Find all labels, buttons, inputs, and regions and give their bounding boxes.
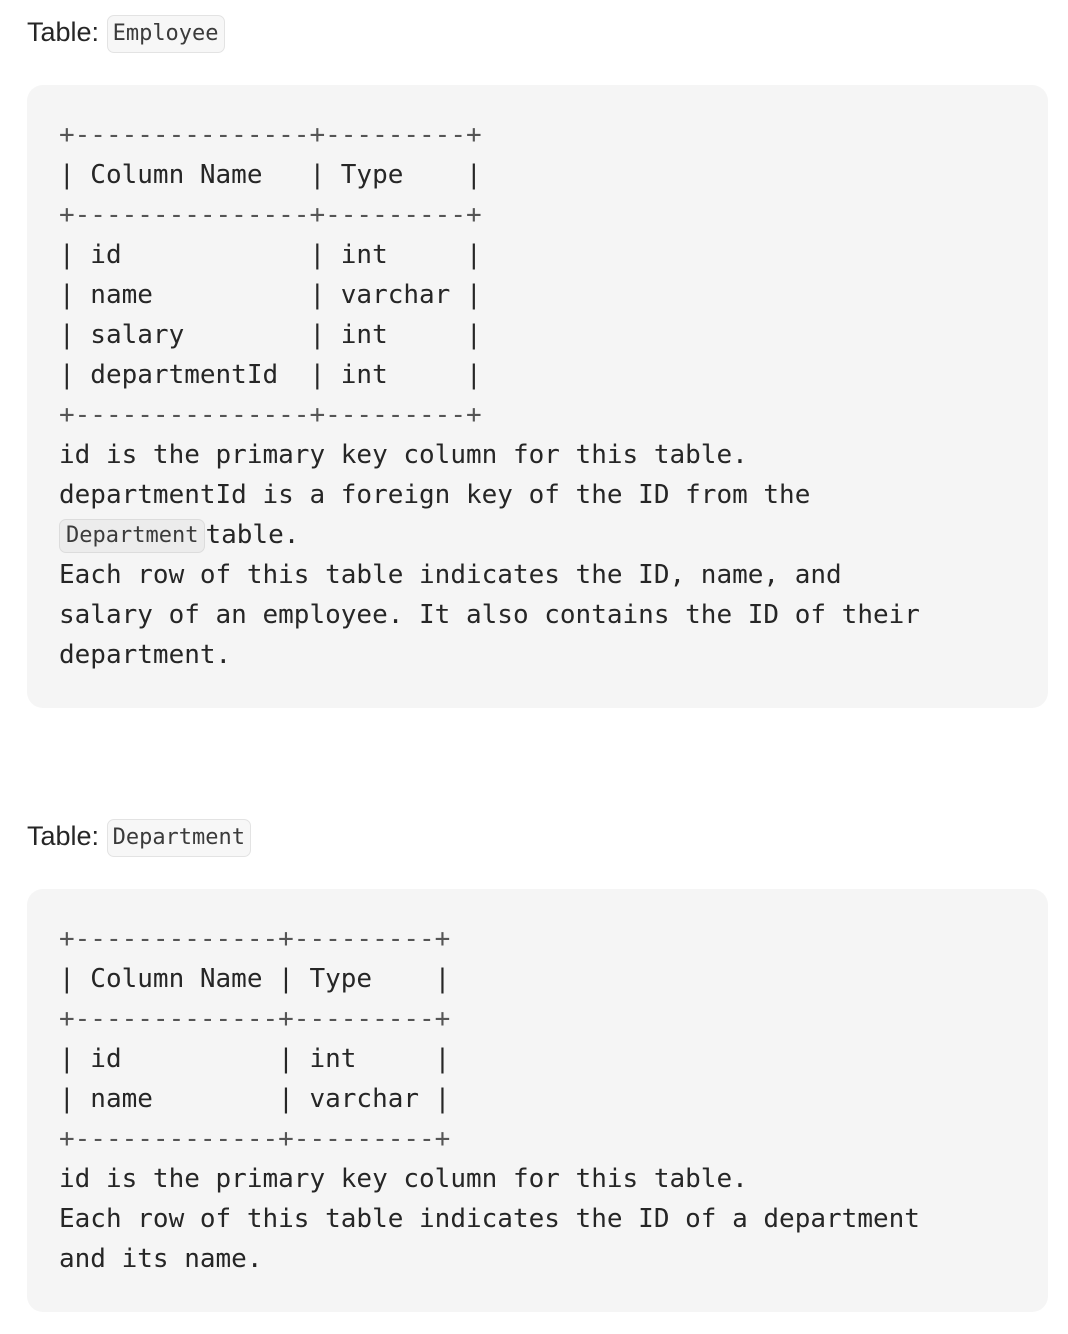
note-line-with-code: [59, 515, 1016, 555]
department-inline-code: Department: [59, 519, 205, 553]
schema-line: +---------------+---------+: [59, 400, 482, 430]
schema-line: +---------------+---------+: [59, 120, 482, 150]
employee-schema-block: [27, 85, 1048, 708]
employee-table-name: Employee: [107, 15, 225, 53]
note-line: departmentId is a foreign key of the ID from the: [59, 480, 811, 510]
note-line: salary of an employee. It also contains the ID of their: [59, 600, 920, 630]
schema-line: | name | varchar |: [59, 1084, 451, 1114]
schema-line: +-------------+---------+: [59, 1124, 451, 1154]
schema-line: | name | varchar |: [59, 280, 482, 310]
note-line: Each row of this table indicates the ID, name, and: [59, 560, 842, 590]
department-table-heading: [27, 818, 251, 857]
schema-line: | Column Name | Type |: [59, 160, 482, 190]
note-line: Each row of this table indicates the ID of a department: [59, 1204, 920, 1234]
note-line: and its name.: [59, 1244, 263, 1274]
employee-table-heading: [27, 14, 225, 53]
department-table-name: Department: [107, 819, 251, 857]
schema-line: | id | int |: [59, 1044, 451, 1074]
department-schema-block: [27, 889, 1048, 1312]
note-line: department.: [59, 640, 232, 670]
schema-line: | Column Name | Type |: [59, 964, 451, 994]
note-text: table.: [205, 520, 300, 550]
schema-line: | departmentId | int |: [59, 360, 482, 390]
note-line: id is the primary key column for this table.: [59, 1164, 748, 1194]
schema-line: | id | int |: [59, 240, 482, 270]
schema-line: +---------------+---------+: [59, 200, 482, 230]
schema-line: | salary | int |: [59, 320, 482, 350]
schema-line: +-------------+---------+: [59, 1004, 451, 1034]
schema-line: +-------------+---------+: [59, 924, 451, 954]
table-label: Table:: [27, 821, 100, 851]
table-label: Table:: [27, 17, 100, 47]
note-line: id is the primary key column for this table.: [59, 440, 748, 470]
